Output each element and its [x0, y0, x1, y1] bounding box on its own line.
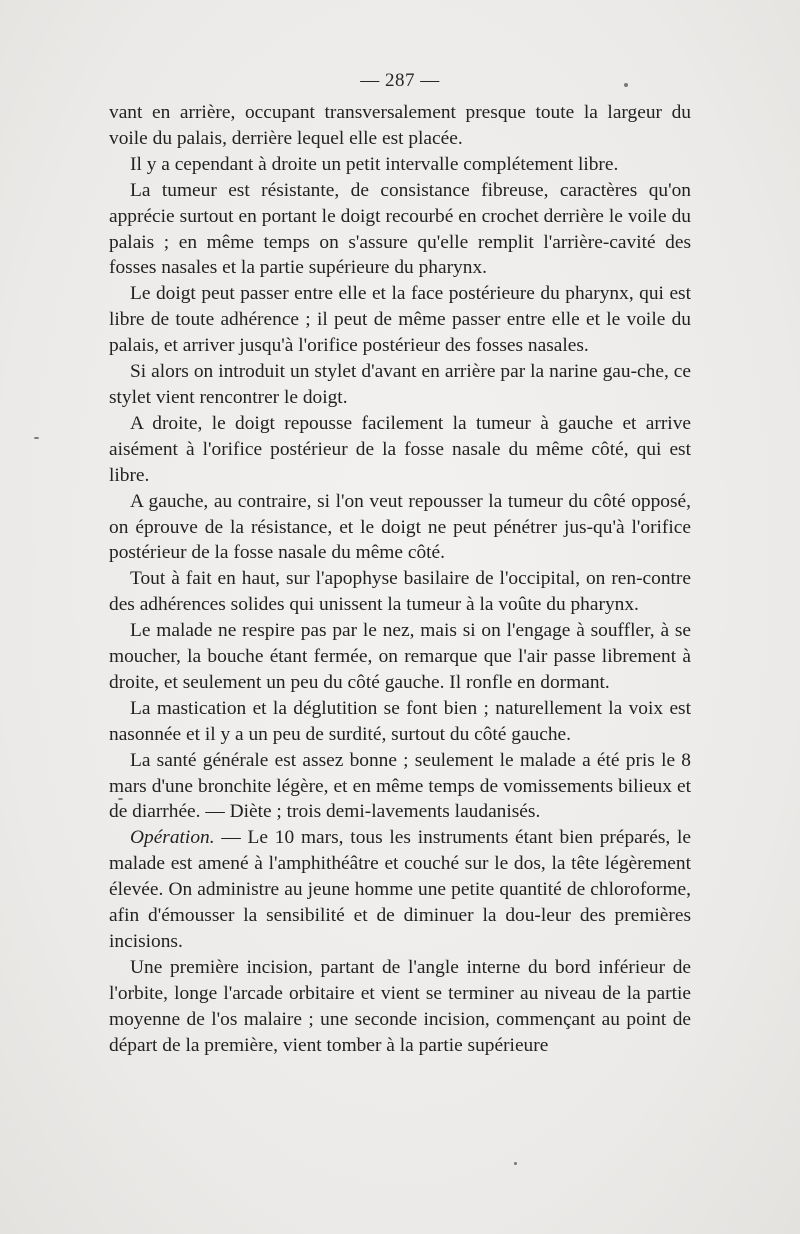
print-speck [34, 437, 39, 439]
operation-heading: Opération. [130, 827, 215, 849]
paragraph: A droite, le doigt repousse facilement la tumeur à gauche et arrive aisément à l'orifice postérieur de la fosse nasale du même côté, qui est libre. [109, 412, 691, 486]
paragraph-text: — Le 10 mars, tous les instruments étant bien préparés, le malade est amené à l'amphithéâtre et couché sur le dos, la tête légèrement élevée. On administre au jeune homme une petite quantité de chloroforme, afin d'émousser la sensibilité et de diminuer la dou-leur des premières incisions. [109, 827, 691, 952]
paragraph: La santé générale est assez bonne ; seulement le malade a été pris le 8 mars d'une bronchite légère, et en même temps de vomissements bilieux et de diarrhée. — Diète ; trois demi-lavements laudanisés. [109, 749, 691, 823]
paragraph: vant en arrière, occupant transversalement presque toute la largeur du voile du palais, derrière lequel elle est placée. [109, 102, 691, 149]
paragraph: Il y a cependant à droite un petit intervalle complétement libre. [130, 153, 619, 175]
paragraph: La mastication et la déglutition se font bien ; naturellement la voix est nasonnée et il y a un peu de surdité, surtout du côté gauche. [109, 697, 691, 745]
print-speck [624, 83, 628, 87]
paragraph [109, 825, 691, 955]
paragraph: Le malade ne respire pas par le nez, mais si on l'engage à souffler, à se moucher, la bouche étant fermée, on remarque que l'air passe librement à droite, et seulement un peu du côté gauche. Il ronfle en dormant. [109, 620, 691, 693]
paragraph: Une première incision, partant de l'angle interne du bord inférieur de l'orbite, longe l'arcade orbitaire et vient se terminer au niveau de la partie moyenne de l'os malaire ; une seconde incision, commençant au point de départ de la première, vient tomber à la partie supérieure [109, 956, 691, 1056]
paragraph: A gauche, au contraire, si l'on veut repousser la tumeur du côté opposé, on éprouve de la résistance, et le doigt ne peut pénétrer jus-qu'à l'orifice postérieur de la fosse nasale du même côté. [109, 490, 691, 564]
print-speck [118, 798, 123, 800]
paragraph: Tout à fait en haut, sur l'apophyse basilaire de l'occipital, on ren-contre des adhérences solides qui unissent la tumeur à la voûte du pharynx. [109, 568, 691, 616]
print-speck [514, 1162, 517, 1165]
paragraph: Le doigt peut passer entre elle et la face postérieure du pharynx, qui est libre de toute adhérence ; il peut de même passer entre elle et le voile du palais, et arriver jusqu'à l'orifice postérieur des fosses nasales. [109, 283, 691, 357]
page-number: — 287 — [360, 70, 440, 91]
paragraph: La tumeur est résistante, de consistance fibreuse, caractères qu'on apprécie surtout en portant le doigt recourbé en crochet derrière le voile du palais ; en même temps on s'assure qu'elle remplit l'arrière-cavité des fosses nasales et la partie supérieure du pharynx. [109, 179, 691, 279]
body-text [109, 100, 691, 1059]
paragraph: Si alors on introduit un stylet d'avant en arrière par la narine gau-che, ce stylet vient rencontrer le doigt. [109, 361, 691, 408]
